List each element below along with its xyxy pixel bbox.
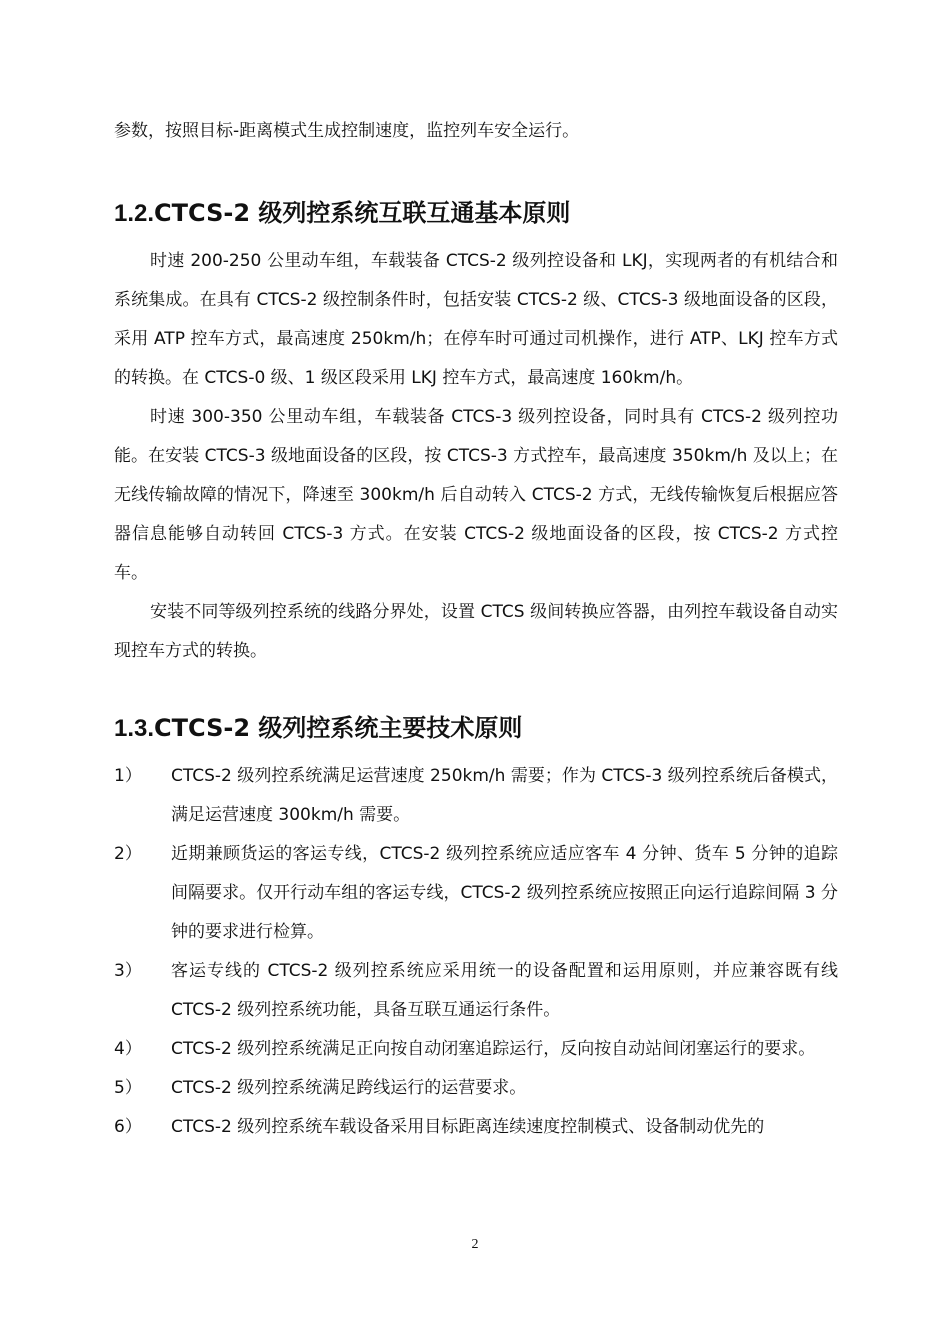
list-item-text: CTCS-2 级列控系统车载设备采用目标距离连续速度控制模式、设备制动优先的 [171,1117,765,1137]
principles-list [114,757,838,1147]
list-marker: 4） [114,1039,142,1059]
section-number: 1.2. [114,200,155,227]
intro-paragraph: 参数，按照目标-距离模式生成控制速度，监控列车安全运行。 [114,121,580,141]
list-marker: 1） [114,766,142,786]
list-item [114,1069,838,1108]
list-item-text: CTCS-2 级列控系统满足正向按自动闭塞追踪运行，反向按自动站间闭塞运行的要求。 [171,1039,816,1059]
list-item [114,952,838,1030]
list-item [114,757,838,835]
list-marker: 2） [114,844,142,864]
list-item-text: CTCS-2 级列控系统满足跨线运行的运营要求。 [171,1078,527,1098]
list-item [114,1030,838,1069]
body-paragraph: 时速 300-350 公里动车组，车载装备 CTCS-3 级列控设备，同时具有 CTCS-2 级列控功能。在安装 CTCS-3 级地面设备的区段，按 CTCS-3 方式控车，最高速度 350km/h 及以上；在无线传输故障的情况下，降速至 300km/h 后自动转入 CTCS-2 方式，无线传输恢复后根据应答器信息能够自动转回 CTCS-3 方式。在安装 CTCS-2 级地面设备的区段，按 CTCS-2 方式控车。 [114,407,838,583]
list-marker: 5） [114,1078,142,1098]
list-marker: 6） [114,1117,142,1137]
body-paragraph: 时速 200-250 公里动车组，车载装备 CTCS-2 级列控设备和 LKJ，实现两者的有机结合和系统集成。在具有 CTCS-2 级控制条件时，包括安装 CTCS-2 级、CTCS-3 级地面设备的区段，采用 ATP 控车方式，最高速度 250km/h；在停车时可通过司机操作，进行 ATP、LKJ 控车方式的转换。在 CTCS-0 级、1 级区段采用 LKJ 控车方式，最高速度 160km/h。 [114,251,838,388]
list-item-text: 客运专线的 CTCS-2 级列控系统应采用统一的设备配置和运用原则，并应兼容既有线 CTCS-2 级列控系统功能，具备互联互通运行条件。 [171,961,838,1020]
list-item-text: CTCS-2 级列控系统满足运营速度 250km/h 需要；作为 CTCS-3 级列控系统后备模式，满足运营速度 300km/h 需要。 [171,766,838,825]
section-number: 1.3. [114,715,155,742]
section-heading-1-2 [114,197,838,230]
list-item [114,1108,838,1147]
page-number: 2 [471,1237,479,1252]
section-title: CTCS-2 级列控系统主要技术原则 [154,714,523,742]
body-paragraph: 安装不同等级列控系统的线路分界处，设置 CTCS 级间转换应答器，由列控车载设备自动实现控车方式的转换。 [114,602,838,661]
list-item-text: 近期兼顾货运的客运专线，CTCS-2 级列控系统应适应客车 4 分钟、货车 5 分钟的追踪间隔要求。仅开行动车组的客运专线，CTCS-2 级列控系统应按照正向运行追踪间隔 3 分钟的要求进行检算。 [171,844,838,942]
list-marker: 3） [114,961,142,981]
section-title: CTCS-2 级列控系统互联互通基本原则 [154,199,571,227]
page-content [114,112,838,1147]
section-heading-1-3 [114,712,838,745]
list-item [114,835,838,952]
